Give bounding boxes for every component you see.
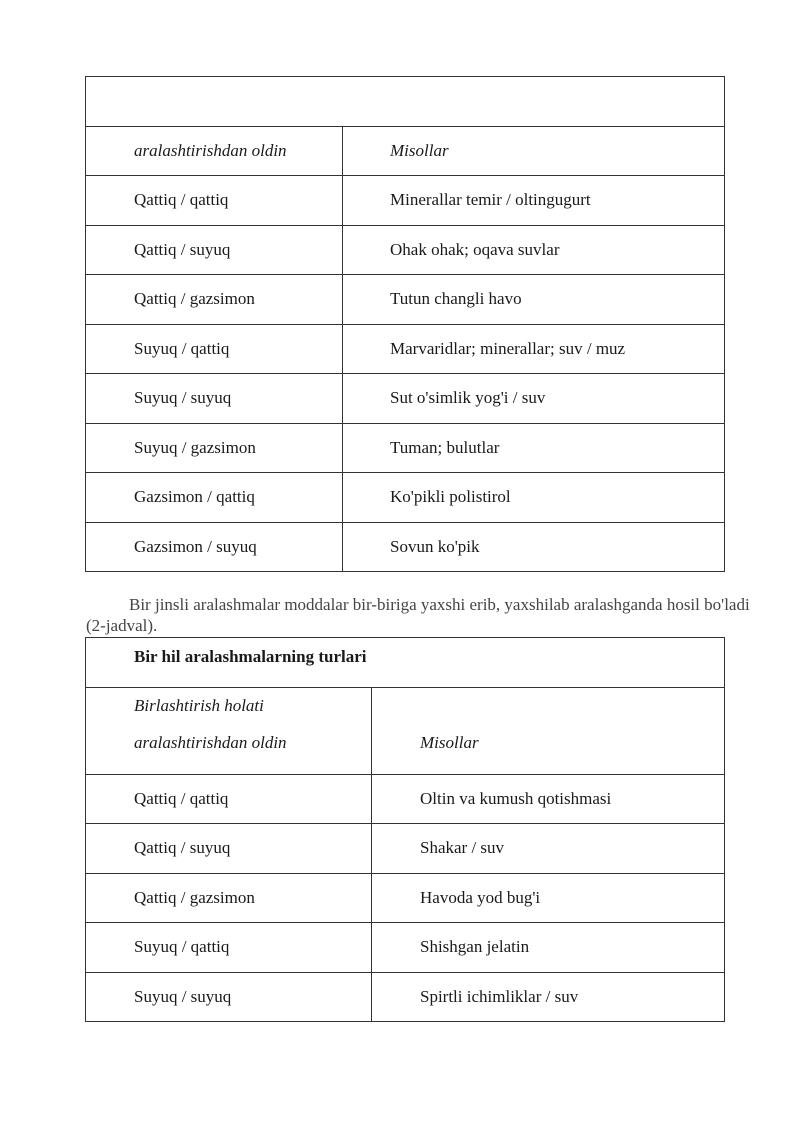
column-header-state-line1: Birlashtirish holati (134, 695, 264, 715)
state-cell: Suyuq / gazsimon (86, 423, 343, 473)
column-header-state (86, 687, 372, 774)
example-cell: Ko'pikli polistirol (343, 473, 725, 523)
table-row (86, 972, 725, 1022)
table-title-row (86, 77, 725, 127)
example-cell: Ohak ohak; oqava suvlar (343, 225, 725, 275)
table-row (86, 374, 725, 424)
state-cell: Suyuq / qattiq (86, 324, 343, 374)
example-cell: Spirtli ichimliklar / suv (372, 972, 725, 1022)
example-cell: Havoda yod bug'i (372, 873, 725, 923)
example-cell: Minerallar temir / oltingugurt (343, 176, 725, 226)
table-row (86, 824, 725, 874)
state-cell: Qattiq / qattiq (86, 176, 343, 226)
heterogeneous-mixtures-table (85, 76, 725, 572)
table-row (86, 522, 725, 572)
column-header-state-line2: aralashtirishdan oldin (134, 732, 287, 752)
table-row (86, 423, 725, 473)
table-row (86, 275, 725, 325)
body-paragraph: Bir jinsli aralashmalar moddalar bir-biriga yaxshi erib, yaxshilab aralashganda hosil bo'ladi (2-jadval). (86, 595, 750, 635)
state-cell: Suyuq / suyuq (86, 972, 372, 1022)
example-cell: Marvaridlar; minerallar; suv / muz (343, 324, 725, 374)
state-cell: Qattiq / suyuq (86, 824, 372, 874)
example-cell: Sut o'simlik yog'i / suv (343, 374, 725, 424)
state-cell: Qattiq / gazsimon (86, 873, 372, 923)
state-cell: Qattiq / qattiq (86, 774, 372, 824)
example-cell: Sovun ko'pik (343, 522, 725, 572)
homogeneous-mixtures-table (85, 637, 725, 1022)
state-cell: Suyuq / suyuq (86, 374, 343, 424)
column-header-examples: Misollar (343, 126, 725, 176)
state-cell: Suyuq / qattiq (86, 923, 372, 973)
column-header-examples: Misollar (372, 687, 725, 774)
table-row (86, 176, 725, 226)
column-header-state: aralashtirishdan oldin (86, 126, 343, 176)
table-row (86, 473, 725, 523)
table-title (86, 77, 725, 127)
table-title: Bir hil aralashmalarning turlari (86, 638, 725, 688)
table-row (86, 324, 725, 374)
table-row (86, 774, 725, 824)
state-cell: Gazsimon / qattiq (86, 473, 343, 523)
table-title-row (86, 638, 725, 688)
state-cell: Qattiq / suyuq (86, 225, 343, 275)
state-cell: Gazsimon / suyuq (86, 522, 343, 572)
table-header-row (86, 687, 725, 774)
table-row (86, 225, 725, 275)
example-cell: Oltin va kumush qotishmasi (372, 774, 725, 824)
example-cell: Shakar / suv (372, 824, 725, 874)
table-header-row (86, 126, 725, 176)
table-row (86, 873, 725, 923)
state-cell: Qattiq / gazsimon (86, 275, 343, 325)
example-cell: Tuman; bulutlar (343, 423, 725, 473)
example-cell: Shishgan jelatin (372, 923, 725, 973)
example-cell: Tutun changli havo (343, 275, 725, 325)
table-row (86, 923, 725, 973)
